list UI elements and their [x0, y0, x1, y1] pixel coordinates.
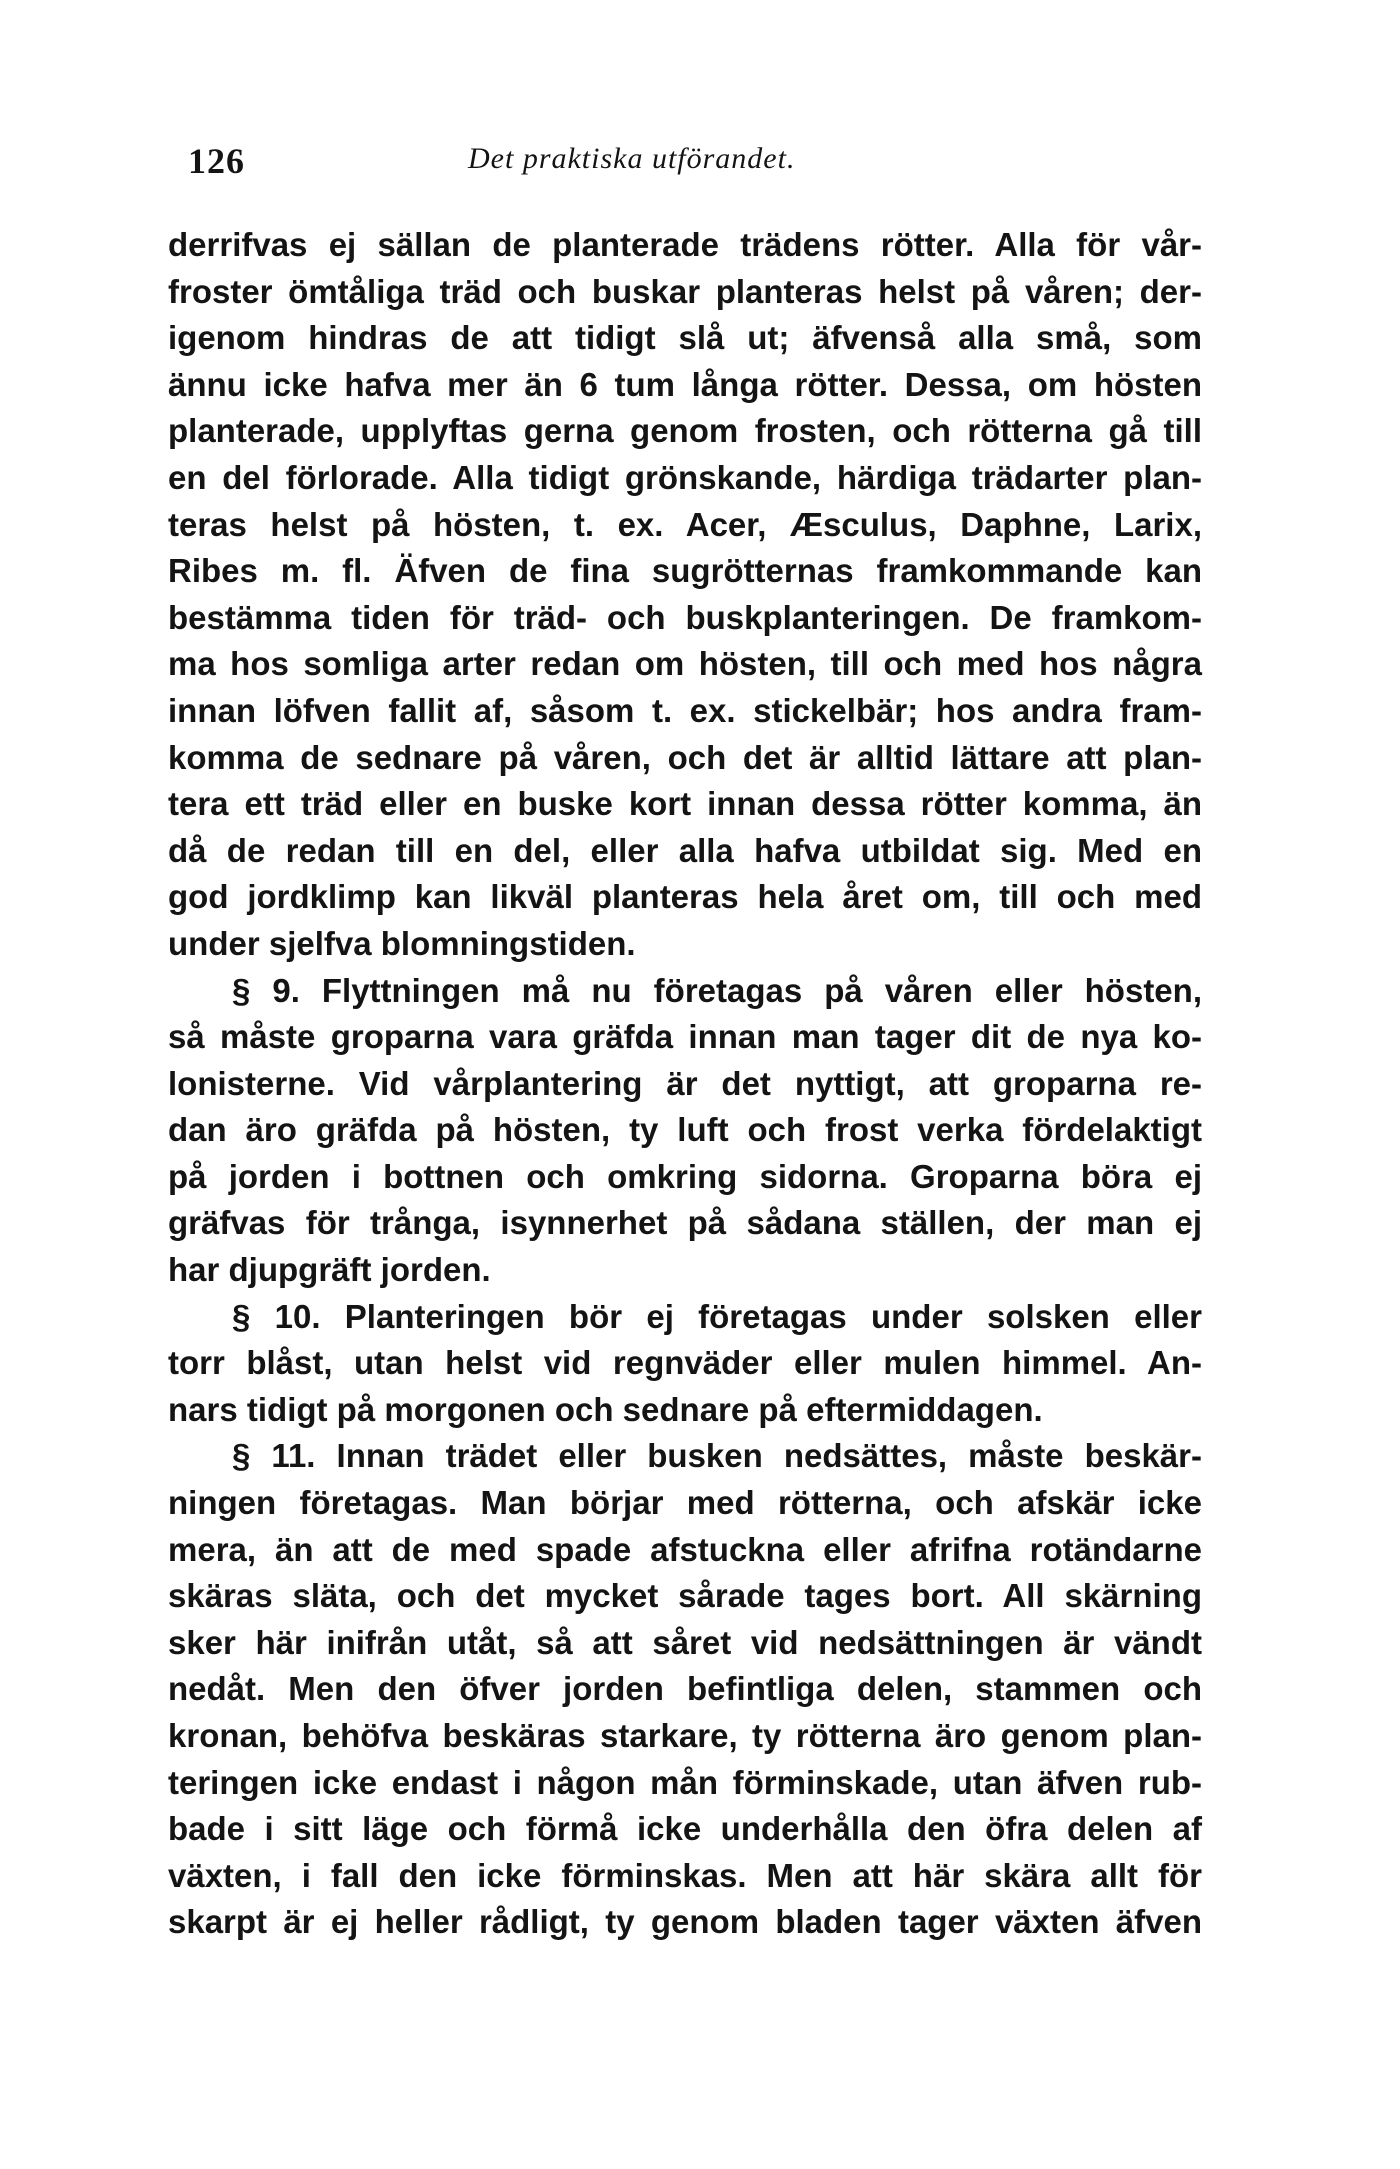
text-line: derrifvas ej sällan de planterade trädens rötter. Alla för vår-	[168, 226, 1202, 263]
section-heading-line: § 10. Planteringen bör ej företagas under solsken eller	[232, 1297, 1202, 1335]
text-line: ännu icke hafva mer än 6 tum långa rötter. Dessa, om hösten	[168, 365, 1202, 403]
text-line: torr blåst, utan helst vid regnväder eller mulen himmel. An-	[168, 1344, 1202, 1382]
text-line: planterade, upplyftas gerna genom frosten, och rötterna gå till	[168, 412, 1202, 450]
text-line: teras helst på hösten, t. ex. Acer, Æsculus, Daphne, Larix,	[168, 505, 1202, 543]
text-line: bestämma tiden för träd- och buskplanteringen. De framkom-	[168, 598, 1202, 636]
page-header	[188, 140, 1194, 190]
text-line: lonisterne. Vid vårplantering är det nyttigt, att groparna re-	[168, 1064, 1202, 1102]
section-heading-line: § 11. Innan trädet eller busken nedsättes, måste beskär-	[232, 1437, 1202, 1475]
text-line: under sjelfva blomningstiden.	[168, 924, 636, 962]
running-title: Det praktiska utförandet.	[468, 142, 796, 175]
text-line: kronan, behöfva beskäras starkare, ty rötterna äro genom plan-	[168, 1717, 1202, 1754]
text-line: då de redan till en del, eller alla hafva utbildat sig. Med en	[168, 831, 1202, 869]
text-line: dan äro gräfda på hösten, ty luft och frost verka fördelaktigt	[168, 1111, 1202, 1149]
text-line: skäras släta, och det mycket sårade tages bort. All skärning	[168, 1577, 1202, 1615]
text-line: ningen företagas. Man börjar med rötterna, och afskär icke	[168, 1484, 1202, 1522]
text-line: innan löfven fallit af, såsom t. ex. stickelbär; hos andra fram-	[168, 691, 1202, 729]
text-line: på jorden i bottnen och omkring sidorna. Groparna böra ej	[168, 1157, 1202, 1195]
text-line: froster ömtåliga träd och buskar planteras helst på våren; der-	[168, 272, 1202, 310]
text-line: sker här inifrån utåt, så att såret vid nedsättningen är vändt	[168, 1623, 1202, 1661]
text-line: så måste groparna vara gräfda innan man tager dit de nya ko-	[168, 1018, 1202, 1056]
text-line: god jordklimp kan likväl planteras hela året om, till och med	[168, 878, 1202, 916]
text-line: ma hos somliga arter redan om hösten, till och med hos några	[168, 645, 1202, 683]
text-line: mera, än att de med spade afstuckna eller afrifna rotändarne	[168, 1530, 1202, 1568]
text-line: skarpt är ej heller rådligt, ty genom bladen tager växten äfven	[168, 1903, 1202, 1941]
body-text	[168, 222, 1202, 1946]
section-heading-line: § 9. Flyttningen må nu företagas på våren eller hösten,	[232, 971, 1202, 1009]
text-line: igenom hindras de att tidigt slå ut; äfvenså alla små, som	[168, 319, 1202, 357]
text-line: gräfvas för trånga, isynnerhet på sådana ställen, der man ej	[168, 1204, 1202, 1242]
text-line: växten, i fall den icke förminskas. Men att här skära allt för	[168, 1856, 1202, 1894]
text-line: bade i sitt läge och förmå icke underhålla den öfra delen af	[168, 1810, 1202, 1848]
page-number: 126	[188, 141, 245, 181]
text-line: tera ett träd eller en buske kort innan dessa rötter komma, än	[168, 785, 1202, 823]
text-line: nars tidigt på morgonen och sednare på eftermiddagen.	[168, 1390, 1043, 1428]
text-line: teringen icke endast i någon mån förminskade, utan äfven rub-	[168, 1763, 1202, 1801]
text-line: nedåt. Men den öfver jorden befintliga delen, stammen och	[168, 1670, 1202, 1708]
text-line: komma de sednare på våren, och det är alltid lättare att plan-	[168, 738, 1202, 776]
text-line: Ribes m. fl. Äfven de fina sugrötternas framkommande kan	[168, 552, 1202, 590]
text-line: en del förlorade. Alla tidigt grönskande, härdiga trädarter plan-	[168, 458, 1202, 496]
text-line: har djupgräft jorden.	[168, 1251, 491, 1289]
